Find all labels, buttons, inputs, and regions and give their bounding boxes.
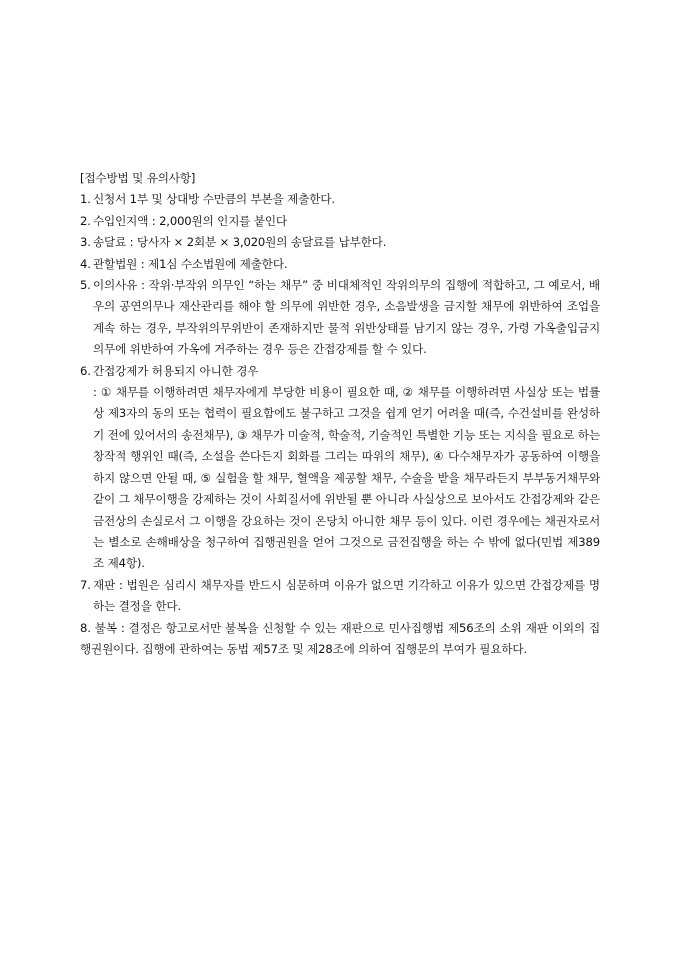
item-text: 관할법원 : 제1심 수소법원에 제출한다.: [93, 256, 288, 271]
list-item-6: [80, 361, 600, 575]
list-item-2: [80, 211, 600, 232]
document-page: [80, 168, 600, 660]
item-number: 1.: [80, 192, 91, 207]
item-number: 8.: [80, 620, 91, 635]
item-text: 수입인지액 : 2,000원의 인지를 붙인다: [93, 213, 287, 228]
item-text: [80, 618, 600, 661]
item-number: 2.: [80, 213, 91, 228]
item-number: 3.: [80, 235, 91, 250]
item-text: 송달료 : 당사자 × 2회분 × 3,020원의 송달료를 납부한다.: [93, 235, 387, 250]
item-text: 간접강제가 허용되지 아니한 경우: [93, 363, 259, 378]
item-text: 재판 : 법원은 심리시 채무자를 반드시 심문하며 이유가 없으면 기각하고 이유가 있으면 간접강제를 명하는 결정을 한다.: [93, 577, 600, 614]
item-subtext: : ① 채무를 이행하려면 채무자에게 부당한 비용이 필요한 때, ② 채무를 이행하려면 사실상 또는 법률상 제3자의 동의 또는 협력이 필요함에도 불구하고 그것을 쉽게 얻기 어려울 때(즉, 수건설비를 완성하기 전에 있어서의 송전채무), ③ 채무가 미술적, 학술적, 기술적인 특별한 기능 또는 지식을 필요로 하는 창작적 행위인 때(즉, 소설을 쓴다든지 회화를 그리는 따위의 채무), ④ 다수채무자가 공동하여 이행을 하지 않으면 안될 때, ⑤ 실험을 할 채무, 혈액을 제공할 채무, 수술을 받을 채무라든지 부부동거채무와 같이 그 채무이행을 강제하는 것이 사회질서에 위반될 뿐 아니라 사실상으로 보아서도 간접강제와 같은 금전상의 손실로서 그 이행을 강요하는 것이 온당치 아니한 채무 등이 있다. 이런 경우에는 채권자로서는 별소로 손해배상을 청구하여 집행권원을 얻어 그것으로 금전집행을 하는 수 밖에 없다(민법 제389조 제4항).: [93, 385, 600, 571]
item-number: 6.: [80, 363, 91, 378]
list-item-4: [80, 254, 600, 275]
list-item-8: [80, 618, 600, 661]
list-item-1: [80, 189, 600, 210]
section-heading: [접수방법 및 유의사항]: [80, 171, 196, 185]
list-item-3: [80, 232, 600, 253]
item-body-text: 불복 : 결정은 항고로서만 불복을 신청할 수 있는 재판으로 민사집행법 제56조의 소위 재판 이외의 집행권원이다. 집행에 관하여는 동법 제57조 및 제28조에 의하여 집행문의 부여가 필요하다.: [80, 620, 600, 656]
item-number: 4.: [80, 256, 91, 271]
item-number: 7.: [80, 577, 91, 592]
list-item-5: [80, 275, 600, 361]
list-item-7: [80, 575, 600, 618]
item-text: 이의사유 : 작위·부작위 의무인 “하는 채무” 중 비대체적인 작위의무의 집행에 적합하고, 그 예로서, 배우의 공연의무나 재산관리를 해야 할 의무에 위반한 경우, 소음발생을 금지할 채무에 위반하여 조업을 계속 하는 경우, 부작위의무위반이 존재하지만 물적 위반상태를 남기지 않는 경우, 가령 가옥출입금지 의무에 위반하여 가옥에 거주하는 경우 등은 간접강제를 할 수 있다.: [93, 278, 600, 357]
item-number: 5.: [80, 278, 91, 293]
item-text: 신청서 1부 및 상대방 수만큼의 부본을 제출한다.: [93, 192, 335, 207]
